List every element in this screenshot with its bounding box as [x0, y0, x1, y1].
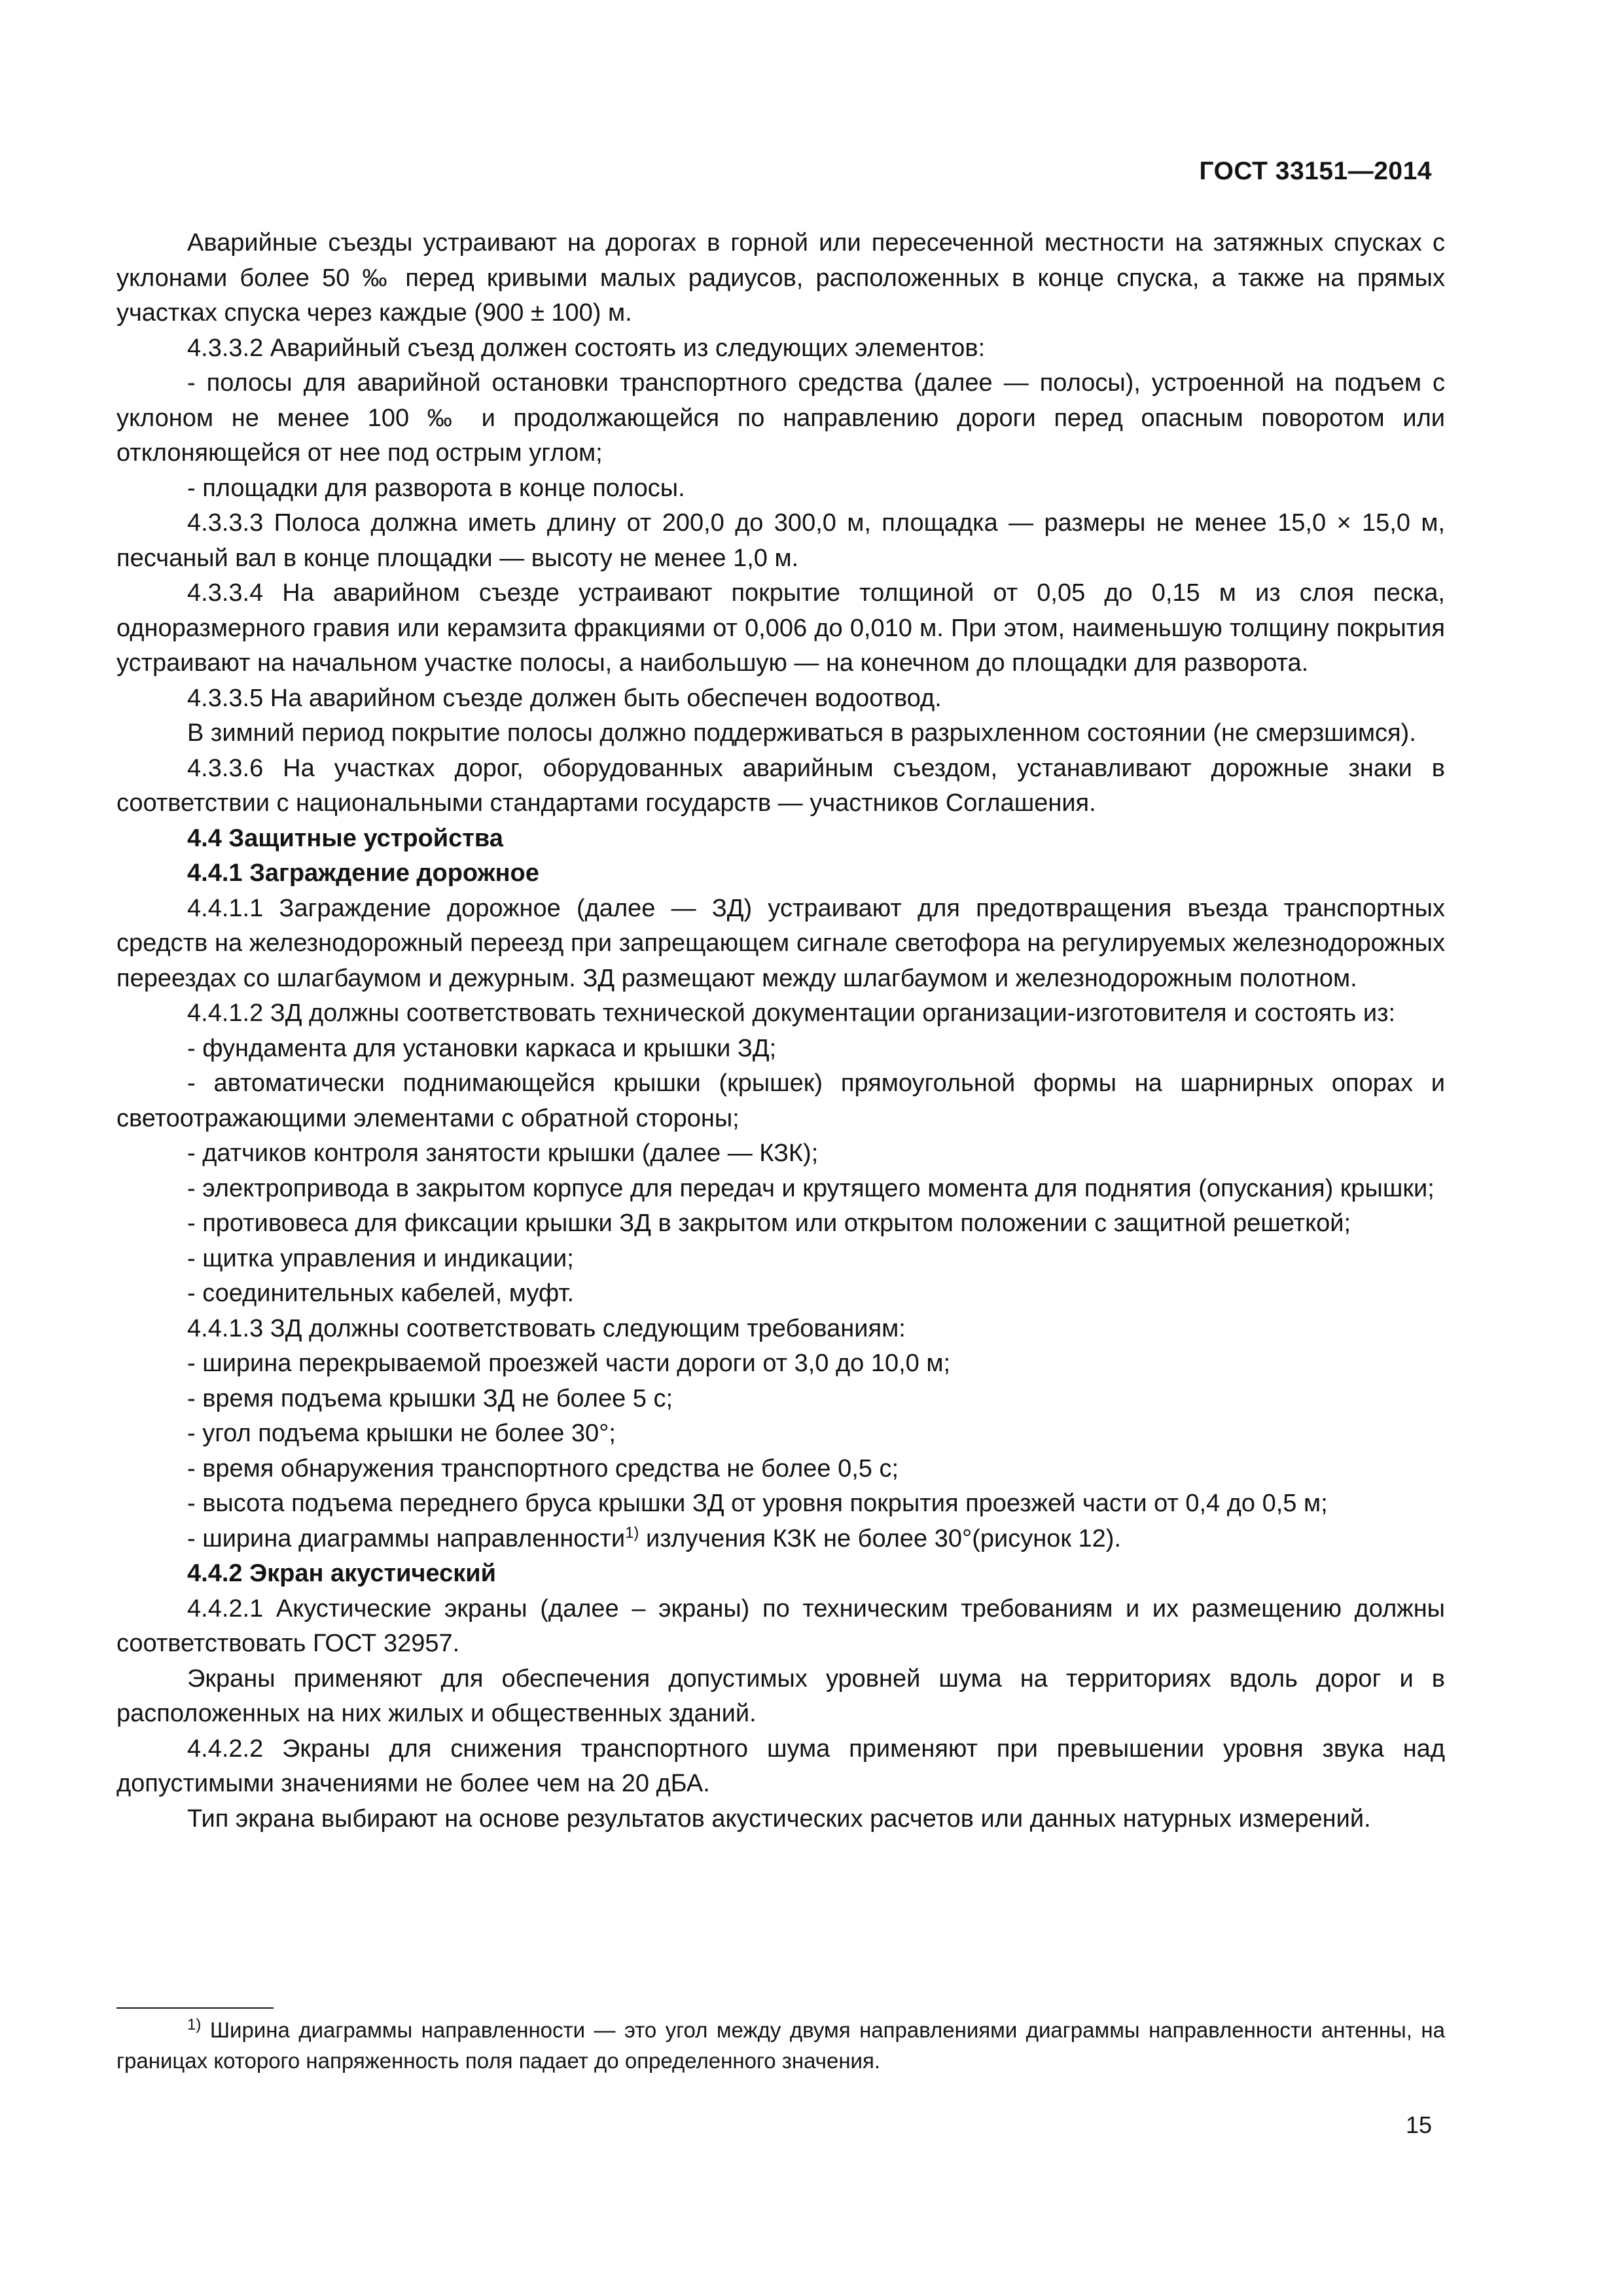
list-item: - фундамента для установки каркаса и крышки ЗД;: [187, 1034, 777, 1062]
list-item: - площадки для разворота в конце полосы.: [187, 474, 685, 502]
list-item-text: излучения КЗК не более 30°(рисунок 12).: [639, 1524, 1122, 1552]
section-heading-4-4-2: 4.4.2 Экран акустический: [187, 1560, 496, 1587]
list-item: - соединительных кабелей, муфт.: [187, 1280, 575, 1307]
footnote-divider: [116, 2007, 274, 2009]
document-id-header: ГОСТ 33151—2014: [1199, 157, 1432, 185]
list-item-text: - ширина диаграммы направленности: [187, 1524, 626, 1552]
list-item: - автоматически поднимающейся крышки (крышек) прямоугольной формы на шарнирных опорах и светоотражающими элементами с обратной стороны;: [116, 1069, 1445, 1132]
clause-4-4-1-3: 4.4.1.3 ЗД должны соответствовать следующим требованиям:: [187, 1314, 906, 1342]
clause-4-3-3-5: 4.3.3.5 На аварийном съезде должен быть обеспечен водоотвод.: [187, 684, 942, 712]
clause-4-3-3-4: 4.3.3.4 На аварийном съезде устраивают покрытие толщиной от 0,05 до 0,15 м из слоя песка, одноразмерного гравия или керамзита фракциями от 0,006 до 0,010 м. При этом, наименьшую толщину покрытия устраивают на начальном участке полосы, а наибольшую — на конечном до площадки для разворота.: [116, 579, 1445, 677]
list-item: - время подъема крышки ЗД не более 5 с;: [187, 1384, 673, 1412]
paragraph: Аварийные съезды устраивают на дорогах в горной или пересеченной местности на затяжных спусках с уклонами более 50 ‰ перед кривыми малых радиусов, расположенных в конце спуска, а также на прямых участках спуска через каждые (900 ± 100) м.: [116, 229, 1445, 327]
paragraph: Тип экрана выбирают на основе результатов акустических расчетов или данных натурных измерений.: [187, 1804, 1371, 1833]
list-item: - противовеса для фиксации крышки ЗД в закрытом или открытом положении с защитной решеткой;: [187, 1210, 1351, 1237]
list-item: - угол подъема крышки не более 30°;: [187, 1420, 616, 1447]
page-number: 15: [1405, 2111, 1432, 2138]
body-text: [116, 226, 1445, 1837]
footnote: [116, 2015, 1445, 2076]
list-item-with-footnote: [116, 1522, 1445, 1557]
list-item: - электропривода в закрытом корпусе для передач и крутящего момента для поднятия (опускания) крышки;: [187, 1174, 1435, 1202]
list-item: - ширина перекрываемой проезжей части дороги от 3,0 до 10,0 м;: [187, 1350, 951, 1377]
clause-4-4-2-1: 4.4.2.1 Акустические экраны (далее – экраны) по техническим требованиям и их размещению должны соответствовать ГОСТ 32957.: [116, 1594, 1445, 1657]
clause-4-4-1-1: 4.4.1.1 Заграждение дорожное (далее — ЗД) устраивают для предотвращения въезда транспортных средств на железнодорожный переезд при запрещающем сигнале светофора на регулируемых железнодорожных переездах со шлагбаумом и дежурным. ЗД размещают между шлагбаумом и железнодорожным полотном.: [116, 894, 1445, 992]
section-heading-4-4-1: 4.4.1 Заграждение дорожное: [187, 859, 539, 887]
footnote-reference: 1): [625, 1523, 639, 1541]
footnote-text: [116, 2015, 1445, 2076]
section-heading-4-4: 4.4 Защитные устройства: [187, 824, 503, 852]
footnote-body: Ширина диаграммы направленности — это угол между двумя направлениями диаграммы направленности антенны, на границах которого напряженность поля падает до определенного значения.: [116, 2018, 1445, 2073]
list-item: - полосы для аварийной остановки транспортного средства (далее — полосы), устроенной на подъем с уклоном не менее 100 ‰ и продолжающейся по направлению дороги перед опасным поворотом или отклоняющейся от нее под острым углом;: [116, 369, 1445, 467]
list-item: - высота подъема переднего бруса крышки ЗД от уровня покрытия проезжей части от 0,4 до 0,5 м;: [187, 1490, 1328, 1517]
clause-4-3-3-6: 4.3.3.6 На участках дорог, оборудованных аварийным съездом, устанавливают дорожные знаки в соответствии с национальными стандартами государств — участников Соглашения.: [116, 754, 1445, 817]
paragraph: Экраны применяют для обеспечения допустимых уровней шума на территориях вдоль дорог и в расположенных на них жилых и общественных зданий.: [116, 1664, 1445, 1727]
clause-4-3-3-2: 4.3.3.2 Аварийный съезд должен состоять из следующих элементов:: [187, 334, 986, 362]
list-item: - датчиков контроля занятости крышки (далее — КЗК);: [187, 1139, 819, 1167]
clause-4-4-2-2: 4.4.2.2 Экраны для снижения транспортного шума применяют при превышении уровня звука над допустимыми значениями не более чем на 20 дБА.: [116, 1734, 1445, 1797]
footnote-mark: 1): [187, 2016, 202, 2034]
clause-4-4-1-2: 4.4.1.2 ЗД должны соответствовать технической документации организации-изготовителя и состоять из:: [187, 999, 1396, 1027]
list-item: - щитка управления и индикации;: [187, 1244, 574, 1272]
clause-4-3-3-3: 4.3.3.3 Полоса должна иметь длину от 200,0 до 300,0 м, площадка — размеры не менее 15,0 × 15,0 м, песчаный вал в конце площадки — высоту не менее 1,0 м.: [116, 509, 1445, 572]
list-item: - время обнаружения транспортного средства не более 0,5 с;: [187, 1454, 899, 1482]
paragraph: В зимний период покрытие полосы должно поддерживаться в разрыхленном состоянии (не смерзшимся).: [187, 719, 1416, 747]
